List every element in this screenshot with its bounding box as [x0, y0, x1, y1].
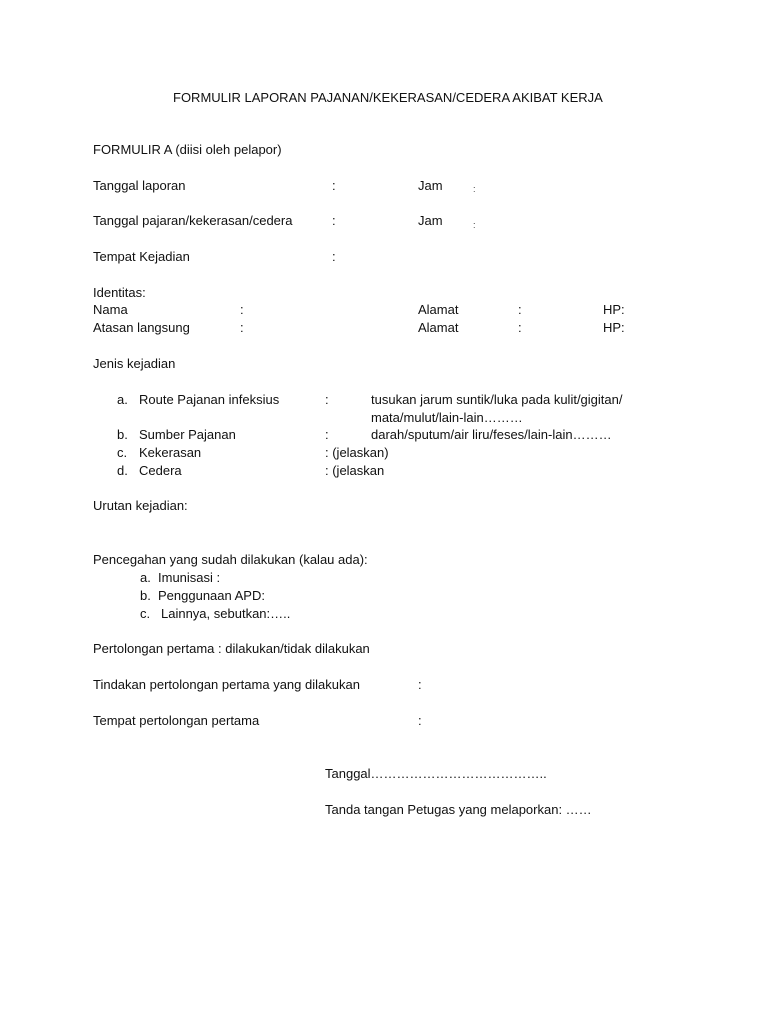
tanggal-signature-line: Tanggal………………………………….. — [325, 766, 547, 781]
field-colon: : — [325, 427, 329, 442]
jenis-kejadian-heading: Jenis kejadian — [93, 356, 176, 371]
hp-label: HP: — [603, 320, 625, 335]
tanda-tangan-line: Tanda tangan Petugas yang melaporkan: …… — [325, 802, 592, 817]
field-colon: : — [325, 392, 329, 407]
list-item-text: Lainnya, sebutkan:….. — [161, 606, 291, 621]
list-item-value: darah/sputum/air liru/feses/lain-lain……… — [371, 427, 612, 442]
field-label: Tempat Kejadian — [93, 249, 190, 264]
pertolongan-pertama-line: Pertolongan pertama : dilakukan/tidak dilakukan — [93, 641, 370, 656]
document-title: FORMULIR LAPORAN PAJANAN/KEKERASAN/CEDERA AKIBAT KERJA — [173, 90, 603, 105]
field-label: Atasan langsung — [93, 320, 190, 335]
hp-label: HP: — [603, 302, 625, 317]
alamat-colon: : — [518, 320, 522, 335]
alamat-label: Alamat — [418, 302, 459, 317]
list-marker: a. — [140, 570, 151, 585]
urutan-kejadian-heading: Urutan kejadian: — [93, 498, 188, 513]
list-marker: c. — [117, 445, 128, 460]
field-label: Tempat pertolongan pertama — [93, 713, 260, 728]
field-colon: : — [418, 713, 422, 728]
alamat-label: Alamat — [418, 320, 459, 335]
field-colon: : — [332, 249, 336, 264]
alamat-colon: : — [518, 302, 522, 317]
list-item-value: tusukan jarum suntik/luka pada kulit/gigitan/ — [371, 392, 623, 407]
field-label: Tanggal laporan — [93, 178, 186, 193]
pencegahan-heading: Pencegahan yang sudah dilakukan (kalau ada): — [93, 552, 368, 567]
list-marker: b. — [117, 427, 128, 442]
list-item-label: Cedera — [139, 463, 182, 478]
field-label: Tindakan pertolongan pertama yang dilakukan — [93, 677, 360, 692]
field-colon: : — [418, 677, 422, 692]
list-item-label: Route Pajanan infeksius — [139, 392, 280, 407]
list-marker: d. — [117, 463, 128, 478]
field-colon: : — [332, 213, 336, 228]
list-item-label: Kekerasan — [139, 445, 202, 460]
list-marker: c. — [140, 606, 151, 621]
field-colon: : — [240, 302, 244, 317]
identitas-heading: Identitas: — [93, 285, 146, 300]
list-item-text: Penggunaan APD: — [158, 588, 265, 603]
field-label: Nama — [93, 302, 128, 317]
form-heading: FORMULIR A (diisi oleh pelapor) — [93, 142, 282, 157]
list-marker: a. — [117, 392, 128, 407]
jam-colon: : — [473, 220, 476, 230]
list-item-text: Imunisasi : — [158, 570, 221, 585]
list-item-label: Sumber Pajanan — [139, 427, 236, 442]
field-colon: : — [332, 178, 336, 193]
list-item-value: : (jelaskan) — [325, 445, 389, 460]
field-colon: : — [240, 320, 244, 335]
jam-label: Jam — [418, 213, 443, 228]
list-item-value-continued: mata/mulut/lain-lain……… — [371, 410, 523, 425]
list-item-value: : (jelaskan — [325, 463, 385, 478]
jam-label: Jam — [418, 178, 443, 193]
jam-colon: : — [473, 184, 476, 194]
list-marker: b. — [140, 588, 151, 603]
field-label: Tanggal pajaran/kekerasan/cedera — [93, 213, 293, 228]
